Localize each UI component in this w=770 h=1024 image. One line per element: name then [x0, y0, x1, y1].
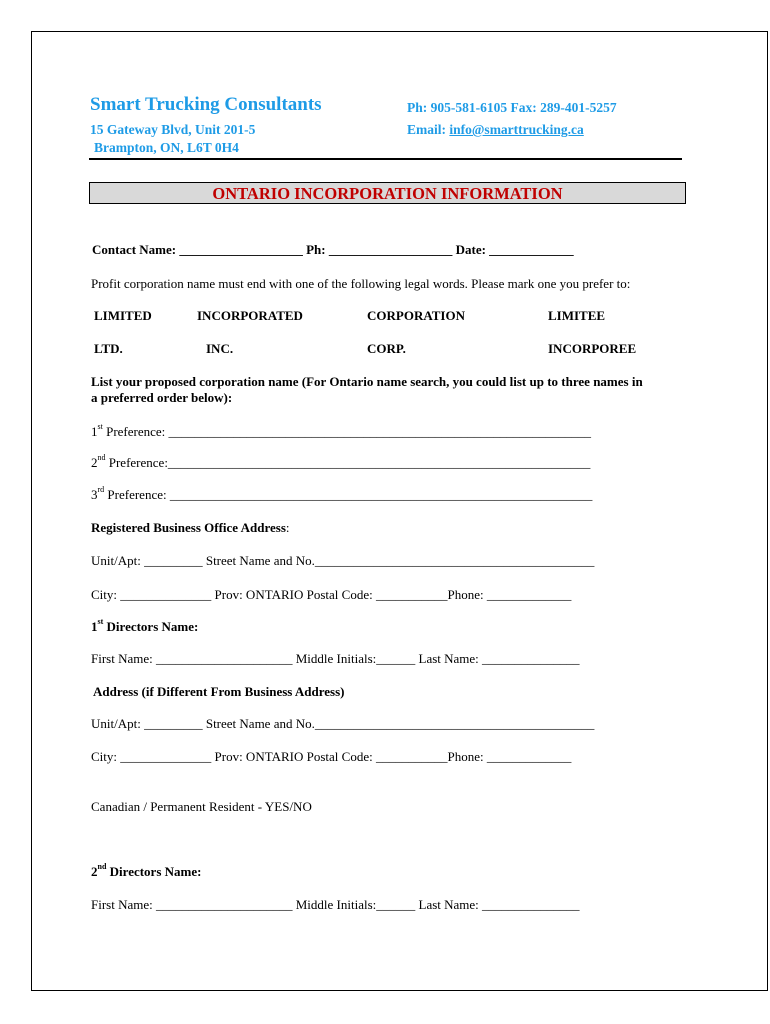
director2-sup: nd: [97, 862, 107, 871]
director2-heading: [91, 864, 201, 880]
director2-name-field[interactable]: First Name: _____________________ Middle Initials:______ Last Name: _______________: [91, 897, 580, 912]
contact-line: Contact Name: ___________________ Ph: ___________________ Date: _____________: [92, 242, 574, 257]
email-link[interactable]: info@smarttrucking.ca: [449, 122, 584, 137]
legal-word-corporation[interactable]: CORPORATION: [367, 308, 465, 323]
director1-unit-street-field[interactable]: Unit/Apt: _________ Street Name and No.___________________________________________: [91, 716, 595, 731]
legal-word-ltd[interactable]: LTD.: [94, 341, 123, 356]
preference-3-text: Preference: _________________________________________________________________: [104, 487, 593, 502]
preference-1-text: Preference: _________________________________________________________________: [102, 424, 592, 439]
office-heading: [91, 520, 290, 536]
preference-1-num: 1: [91, 424, 98, 439]
director1-city-prov-field[interactable]: City: ______________ Prov: ONTARIO Postal Code: ___________Phone: _____________: [91, 749, 572, 764]
director1-heading-text: Directors Name:: [103, 619, 199, 634]
preference-2-num: 2: [91, 455, 98, 470]
preference-1-sup: st: [97, 422, 103, 431]
preference-2-field[interactable]: [91, 455, 590, 471]
office-unit-street-field[interactable]: Unit/Apt: _________ Street Name and No.___________________________________________: [91, 553, 595, 568]
director1-num: 1: [91, 619, 98, 634]
office-heading-colon: :: [285, 520, 290, 535]
legal-word-corp[interactable]: CORP.: [367, 341, 406, 356]
legal-word-incorporee[interactable]: INCORPOREE: [548, 341, 637, 356]
legal-word-inc[interactable]: INC.: [206, 341, 234, 356]
document-page: [31, 31, 768, 991]
office-heading-text: Registered Business Office Address: [91, 520, 286, 535]
form-title: ONTARIO INCORPORATION INFORMATION: [212, 184, 563, 203]
office-city-prov-field[interactable]: City: ______________ Prov: ONTARIO Postal Code: ___________Phone: _____________: [91, 587, 572, 602]
company-email-row: [407, 122, 584, 138]
profit-note: Profit corporation name must end with one of the following legal words. Please mark one you prefer to:: [91, 276, 631, 291]
preference-2-text: Preference:_________________________________________________________________: [105, 455, 591, 470]
email-label: Email:: [407, 122, 450, 137]
company-address-line1: 15 Gateway Blvd, Unit 201-5: [90, 122, 256, 137]
legal-word-incorporated[interactable]: INCORPORATED: [197, 308, 303, 323]
title-bar: [89, 182, 686, 204]
director2-num: 2: [91, 864, 98, 879]
company-phone-fax: Ph: 905-581-6105 Fax: 289-401-5257: [407, 100, 617, 115]
director1-name-field[interactable]: First Name: _____________________ Middle Initials:______ Last Name: _______________: [91, 651, 580, 666]
legal-word-limited[interactable]: LIMITED: [94, 308, 152, 323]
director1-address-heading: Address (if Different From Business Address): [93, 684, 345, 699]
preference-3-num: 3: [91, 487, 98, 502]
director1-residency[interactable]: Canadian / Permanent Resident - YES/NO: [91, 799, 312, 814]
preference-2-sup: nd: [97, 453, 106, 462]
names-instruction-line2: a preferred order below):: [91, 390, 233, 405]
preference-1-field[interactable]: [91, 424, 591, 440]
company-name: Smart Trucking Consultants: [90, 94, 322, 115]
legal-word-limitee[interactable]: LIMITEE: [548, 308, 606, 323]
preference-3-field[interactable]: [91, 487, 592, 503]
names-instruction-line1: List your proposed corporation name (For Ontario name search, you could list up to three names in: [91, 374, 643, 389]
director2-heading-text: Directors Name:: [106, 864, 202, 879]
company-address-line2: Brampton, ON, L6T 0H4: [94, 140, 239, 155]
director1-sup: st: [97, 617, 104, 626]
director1-heading: [91, 619, 198, 635]
header-divider: [89, 158, 682, 160]
preference-3-sup: rd: [97, 485, 105, 494]
